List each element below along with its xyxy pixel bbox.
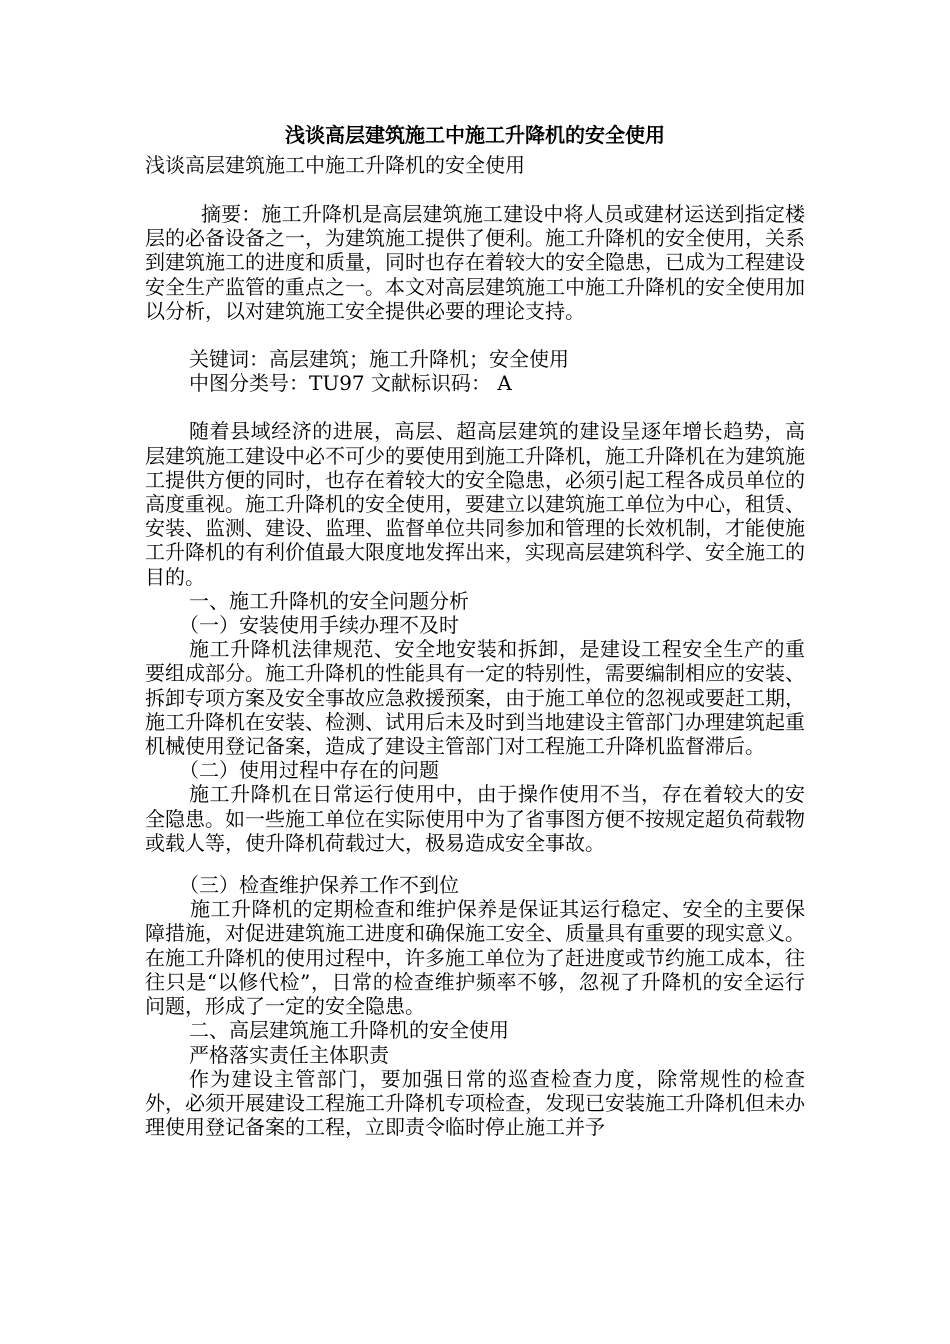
spacer xyxy=(145,323,805,347)
spacer xyxy=(145,395,805,419)
body-paragraph-2: 施工升降机在日常运行使用中，由于操作使用不当，存在着较大的安全隐患。如一些施工单位在实际使用中为了省事图方便不按规定超负荷载物或载人等，使升降机荷载过大，极易造成安全事故。 xyxy=(145,782,805,855)
classification-line: 中图分类号：TU97 文献标识码： A xyxy=(189,371,512,396)
subsection-heading-3: （三）检查维护保养工作不到位 xyxy=(179,873,459,898)
subsection-heading-4: 严格落实责任主体职责 xyxy=(189,1042,389,1067)
abstract-paragraph: 摘要：施工升降机是高层建筑施工建设中将人员或建材运送到指定楼层的必备设备之一，为建筑施工提供了便利。施工升降机的安全使用，关系到建筑施工的进度和质量，同时也存在着较大的安全隐患，已成为工程建设安全生产监管的重点之一。本文对高层建筑施工中施工升降机的安全使用加以分析，以对建筑施工安全提供必要的理论支持。 xyxy=(145,202,805,323)
body-paragraph-4: 作为建设主管部门，要加强日常的巡查检查力度，除常规性的检查外，必须开展建设工程施工升降机专项检查，发现已安装施工升降机但未办理使用登记备案的工程，立即责令临时停止施工并予 xyxy=(145,1066,805,1140)
section-heading-1: 一、施工升降机的安全问题分析 xyxy=(189,588,469,613)
subsection-heading-1: （一）安装使用手续办理不及时 xyxy=(179,613,459,638)
spacer xyxy=(145,178,805,202)
intro-paragraph: 随着县域经济的进展，高层、超高层建筑的建设呈逐年增长趋势，高层建筑施工建设中必不可少的要使用到施工升降机，施工升降机在为建筑施工提供方便的同时，也存在着较大的安全隐患，必须引起工程各成员单位的高度重视。施工升降机的安全使用，要建立以建筑施工单位为中心，租赁、安装、监测、建设、监理、监督单位共同参加和管理的长效机制，才能使施工升降机的有利价值最大限度地发挥出来，实现高层建筑科学、安全施工的目的。 xyxy=(145,419,805,589)
spacer xyxy=(145,855,805,873)
body-paragraph-3: 施工升降机的定期检查和维护保养是保证其运行稳定、安全的主要保障措施，对促进建筑施工进度和确保施工安全、质量具有重要的现实意义。在施工升降机的使用过程中，许多施工单位为了赶进度或节约施工成本，往往只是“以修代检”，日常的检查维护频率不够，忽视了升降机的安全运行问题，形成了一定的安全隐患。 xyxy=(145,897,805,1019)
document-subtitle: 浅谈高层建筑施工中施工升降机的安全使用 xyxy=(145,153,525,177)
section-heading-2: 二、高层建筑施工升降机的安全使用 xyxy=(189,1018,509,1043)
subsection-heading-2: （二）使用过程中存在的问题 xyxy=(179,758,439,783)
document-page xyxy=(145,118,805,1139)
body-paragraph-1: 施工升降机法律规范、安全地安装和拆卸，是建设工程安全生产的重要组成部分。施工升降机的性能具有一定的特别性，需要编制相应的安装、拆卸专项方案及安全事故应急救援预案，由于施工单位的忽视或要赶工期，施工升降机在安装、检测、试用后未及时到当地建设主管部门办理建筑起重机械使用登记备案，造成了建设主管部门对工程施工升降机监督滞后。 xyxy=(145,637,805,759)
document-title: 浅谈高层建筑施工中施工升降机的安全使用 xyxy=(285,123,665,147)
keywords-line: 关键词：高层建筑；施工升降机；安全使用 xyxy=(189,347,569,372)
